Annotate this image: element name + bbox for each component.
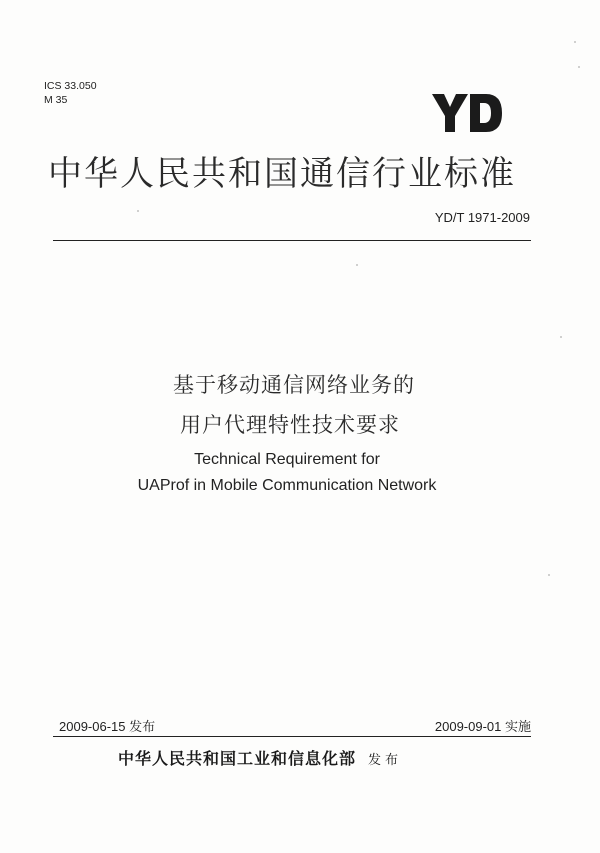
title-english-line-2: UAProf in Mobile Communication Network <box>137 477 437 494</box>
top-divider <box>53 240 531 241</box>
scan-speck <box>574 41 576 43</box>
ics-code: ICS 33.050 <box>44 80 97 92</box>
issuing-standard-category: 中华人民共和国通信行业标准 <box>48 154 516 194</box>
implementation-date: 2009-09-01 实施 <box>434 719 531 734</box>
publisher-organization: 中华人民共和国工业和信息化部 <box>118 749 357 768</box>
scan-speck <box>560 336 562 338</box>
standard-number: YD/T 1971-2009 <box>434 210 530 225</box>
scan-speck <box>548 574 550 576</box>
bottom-divider <box>53 736 531 737</box>
scan-speck <box>356 264 358 266</box>
title-chinese-line-1: 基于移动通信网络业务的 <box>173 373 415 397</box>
title-chinese-line-2: 用户代理特性技术要求 <box>180 413 400 437</box>
classification-codes <box>44 79 97 107</box>
publisher-line <box>118 746 402 769</box>
scan-speck <box>578 66 580 68</box>
ccs-code: M 35 <box>44 94 68 106</box>
scan-speck <box>137 210 139 212</box>
yd-logo <box>432 92 504 134</box>
title-english-line-1: Technical Requirement for <box>194 451 380 468</box>
publisher-action: 发布 <box>368 753 403 768</box>
publish-date: 2009-06-15 发布 <box>59 719 156 734</box>
